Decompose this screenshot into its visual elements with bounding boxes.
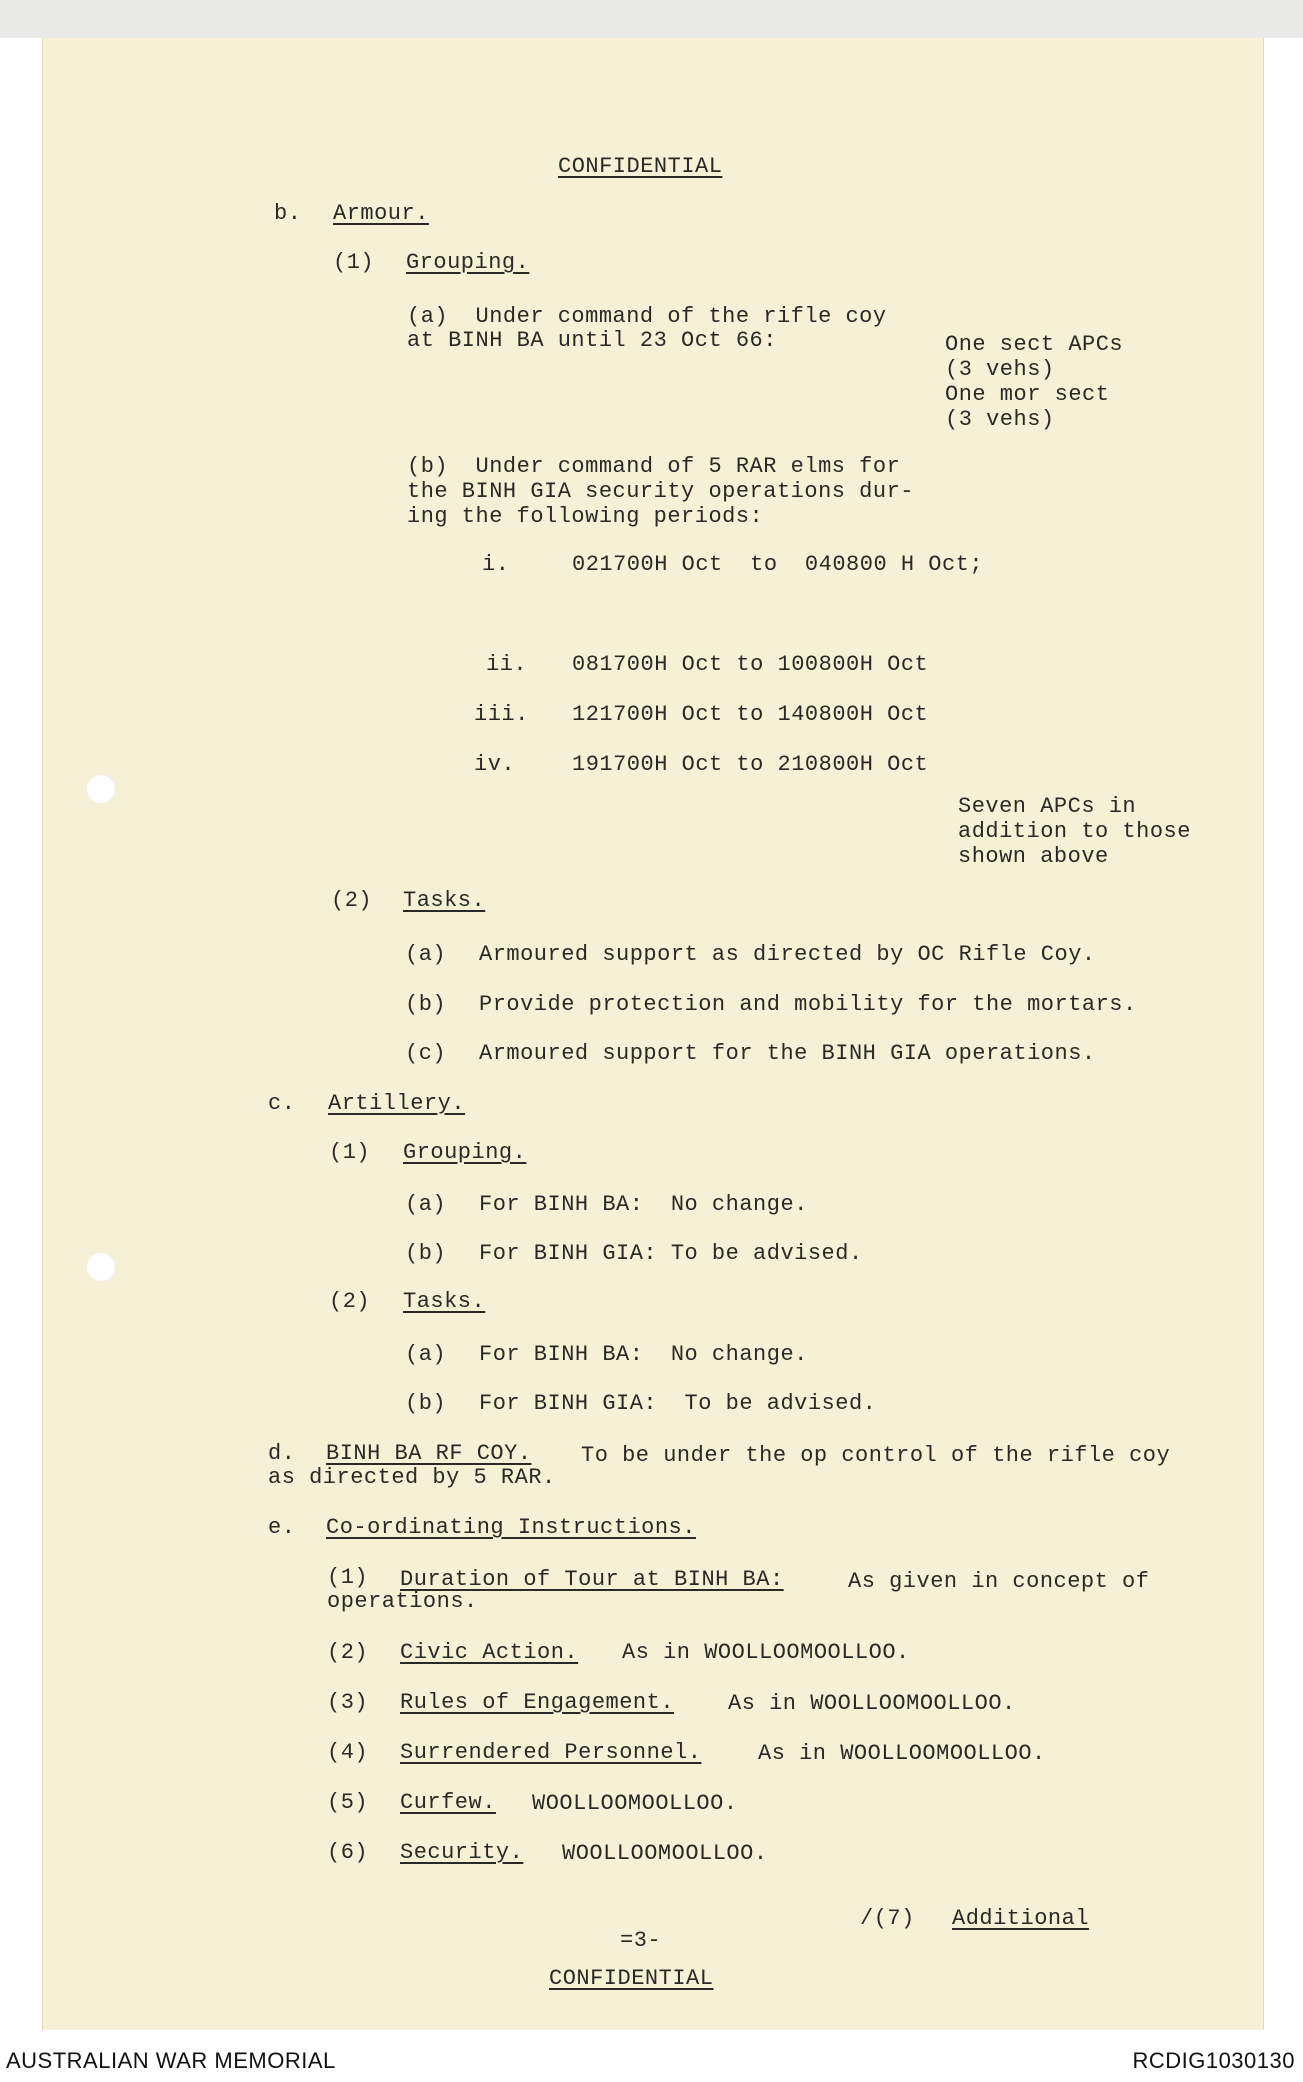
c-tasks-number: (2) — [329, 1289, 371, 1314]
b-grouping-a-note: (3 vehs) — [945, 357, 1055, 382]
e-item-text: WOOLLOOMOOLLOO. — [532, 1791, 738, 1816]
e-item-text: As in WOOLLOOMOOLLOO. — [758, 1741, 1046, 1766]
b-task-text: Provide protection and mobility for the mortars. — [479, 992, 1137, 1017]
b-grouping-b-note: addition to those — [958, 819, 1191, 844]
b-grouping-b-line1: (b) Under command of 5 RAR elms for — [407, 454, 901, 479]
period-number: iii. — [474, 702, 529, 727]
b-task-text: Armoured support for the BINH GIA operations. — [479, 1041, 1096, 1066]
c-tasks-title: Tasks. — [403, 1289, 486, 1314]
b-grouping-b-note: shown above — [958, 844, 1109, 869]
e-item-text: As given in concept of — [848, 1569, 1150, 1594]
e-item-text: As in WOOLLOOMOOLLOO. — [622, 1640, 910, 1665]
period-text: 121700H Oct to 140800H Oct — [572, 702, 929, 727]
b-task-number: (a) — [405, 942, 447, 967]
archive-reference: RCDIG1030130 — [1132, 2048, 1295, 2073]
para-b-marker: b. — [274, 201, 302, 226]
e-item-number: (5) — [327, 1790, 369, 1815]
period-number: ii. — [486, 652, 528, 677]
b-task-text: Armoured support as directed by OC Rifle Coy. — [479, 942, 1096, 967]
para-d-title: BINH BA RF COY. — [326, 1441, 532, 1466]
c-task-number: (b) — [405, 1391, 447, 1416]
classification-header: CONFIDENTIAL — [558, 154, 723, 179]
e-item-text: WOOLLOOMOOLLOO. — [562, 1841, 768, 1866]
b-grouping-number: (1) — [333, 250, 375, 275]
para-c-title: Artillery. — [328, 1091, 466, 1116]
c-grouping-number-item: (a) — [405, 1192, 447, 1217]
archive-footer — [0, 2036, 1303, 2082]
para-c-marker: c. — [268, 1091, 296, 1116]
period-text: 021700H Oct to 040800 H Oct; — [572, 552, 984, 577]
c-grouping-title: Grouping. — [403, 1140, 527, 1165]
b-grouping-a-line2: at BINH BA until 23 Oct 66: — [407, 328, 777, 353]
period-number: iv. — [474, 752, 516, 777]
e-item-title: Surrendered Personnel. — [400, 1740, 702, 1765]
c-grouping-text: For BINH BA: No change. — [479, 1192, 808, 1217]
page-number: =3- — [620, 1928, 662, 1953]
e-item-text: As in WOOLLOOMOOLLOO. — [728, 1691, 1016, 1716]
c-task-text: For BINH BA: No change. — [479, 1342, 808, 1367]
e-item-title: Duration of Tour at BINH BA: — [400, 1567, 784, 1592]
b-tasks-number: (2) — [331, 888, 373, 913]
period-text: 081700H Oct to 100800H Oct — [572, 652, 929, 677]
period-text: 191700H Oct to 210800H Oct — [572, 752, 929, 777]
b-task-number: (c) — [405, 1041, 447, 1066]
b-grouping-a-note: One mor sect — [945, 382, 1110, 407]
b-grouping-b-note: Seven APCs in — [958, 794, 1137, 819]
b-task-number: (b) — [405, 992, 447, 1017]
continuation-word: Additional — [952, 1906, 1090, 1931]
e-item-number: (3) — [327, 1690, 369, 1715]
b-grouping-b-line3: ing the following periods: — [407, 504, 764, 529]
e-item-title: Rules of Engagement. — [400, 1690, 675, 1715]
b-grouping-b-line2: the BINH GIA security operations dur- — [407, 479, 914, 504]
e-item-title: Civic Action. — [400, 1640, 579, 1665]
e-item-continuation: operations. — [327, 1589, 478, 1614]
para-e-title: Co-ordinating Instructions. — [326, 1515, 696, 1540]
c-task-number: (a) — [405, 1342, 447, 1367]
b-grouping-a-note: (3 vehs) — [945, 407, 1055, 432]
para-e-marker: e. — [268, 1515, 296, 1540]
b-tasks-title: Tasks. — [403, 888, 486, 913]
punch-hole — [86, 774, 116, 804]
e-item-number: (4) — [327, 1740, 369, 1765]
e-item-number: (2) — [327, 1640, 369, 1665]
e-item-title: Curfew. — [400, 1790, 496, 1815]
b-grouping-a-line1: (a) Under command of the rifle coy — [407, 304, 887, 329]
c-grouping-number-item: (b) — [405, 1241, 447, 1266]
classification-footer: CONFIDENTIAL — [549, 1966, 714, 1991]
c-grouping-text: For BINH GIA: To be advised. — [479, 1241, 863, 1266]
e-item-title: Security. — [400, 1840, 524, 1865]
period-number: i. — [482, 552, 510, 577]
archive-name: AUSTRALIAN WAR MEMORIAL — [6, 2048, 336, 2073]
continuation-number: /(7) — [860, 1906, 915, 1931]
para-b-title: Armour. — [333, 201, 429, 226]
scan-top-band — [0, 0, 1303, 38]
c-task-text: For BINH GIA: To be advised. — [479, 1391, 877, 1416]
e-item-number: (1) — [327, 1565, 369, 1590]
punch-hole — [86, 1252, 116, 1282]
b-grouping-title: Grouping. — [406, 250, 530, 275]
c-grouping-number: (1) — [329, 1140, 371, 1165]
e-item-number: (6) — [327, 1840, 369, 1865]
para-d-text-line2: as directed by 5 RAR. — [268, 1465, 556, 1490]
para-d-marker: d. — [268, 1441, 296, 1466]
b-grouping-a-note: One sect APCs — [945, 332, 1124, 357]
para-d-text: To be under the op control of the rifle coy — [581, 1443, 1171, 1468]
